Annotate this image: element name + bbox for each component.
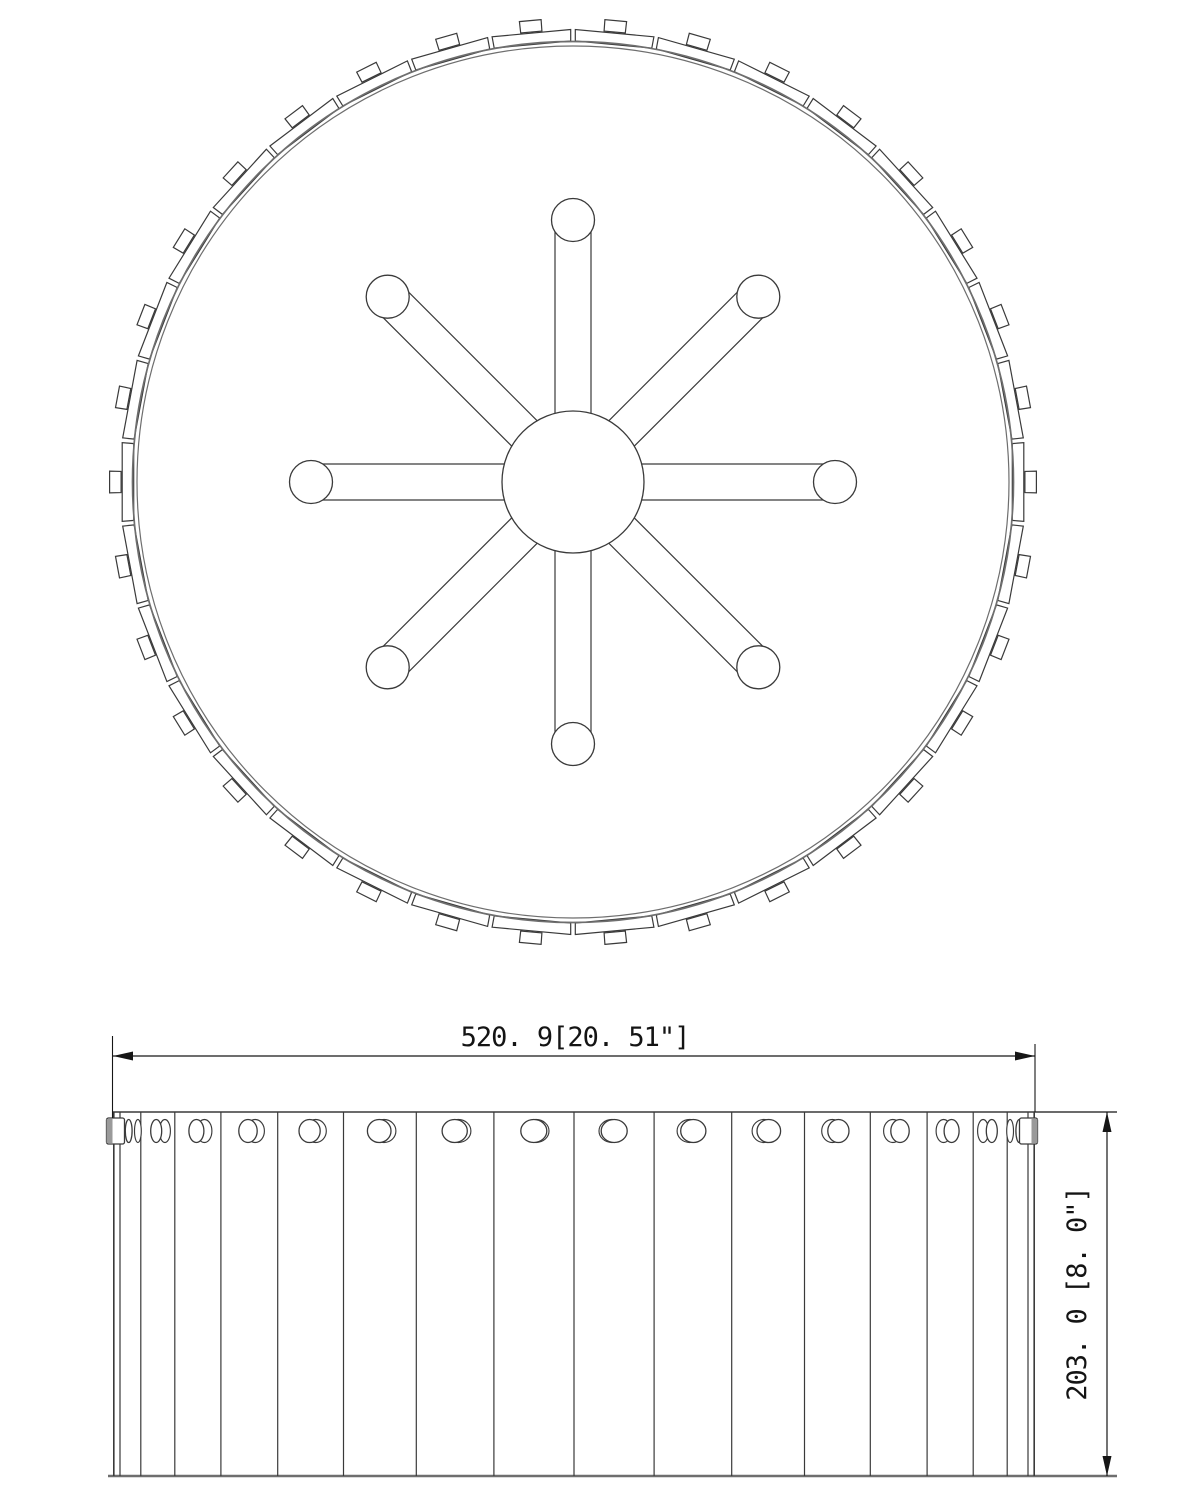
bulb-circle [814,461,857,504]
tab-ellipse [601,1120,627,1143]
bulb-circle [552,723,595,766]
bulb-circle [290,461,333,504]
hub-circle [502,411,644,553]
width-arrow-left [113,1052,133,1061]
rim-panel [213,149,274,214]
tab-ellipse [189,1120,204,1143]
rim-panel [807,99,876,155]
tab-ellipse [442,1120,467,1143]
tab-ellipse [367,1120,391,1143]
rim-tab [604,20,627,33]
rim-tab [519,931,542,944]
tab-ellipse-back [1007,1120,1014,1143]
bulb-circle [737,275,780,318]
edge-tab-right-shade [1032,1119,1038,1143]
height-arrow-bottom [1103,1456,1112,1476]
rim-tab [604,931,627,944]
width-arrow-right [1015,1052,1035,1061]
tab-ellipse [944,1120,959,1143]
top-view-drawing [110,20,1037,945]
spoke-arm [311,464,515,500]
rim-panel [807,809,876,865]
tab-ellipse [681,1120,706,1143]
rim-panel [213,750,274,815]
edge-tab-left-shade [107,1119,113,1143]
side-view-drawing [107,1112,1118,1476]
spoke-arm [555,220,591,424]
bulb-circle [366,275,409,318]
tab-ellipse [125,1120,132,1143]
tab-ellipse [986,1120,997,1143]
bulb-circle [366,646,409,689]
rim-tab [519,20,542,33]
rim-panel [270,809,339,865]
rim-panel [872,149,933,214]
width-dimension-label: 520. 9[20. 51"] [460,1022,690,1053]
bulb-circle [552,199,595,242]
dimension-annotations [113,1022,1112,1476]
rim-panel [270,99,339,155]
tab-ellipse-back [135,1120,142,1143]
spoke-arm [555,540,591,744]
rim-tab [110,471,122,493]
bulb-circle [737,646,780,689]
height-arrow-top [1103,1112,1112,1132]
tab-ellipse [521,1120,547,1143]
tab-ellipse [757,1120,781,1143]
tab-ellipse [299,1120,320,1143]
tab-ellipse [239,1120,257,1143]
rim-tab [1025,471,1037,493]
tab-ellipse [828,1120,849,1143]
height-dimension-label: 203. 0 [8. 0"] [1062,1187,1093,1401]
tab-ellipse [891,1120,909,1143]
tab-ellipse [151,1120,162,1143]
spoke-arm [631,464,835,500]
rim-panel [872,750,933,815]
